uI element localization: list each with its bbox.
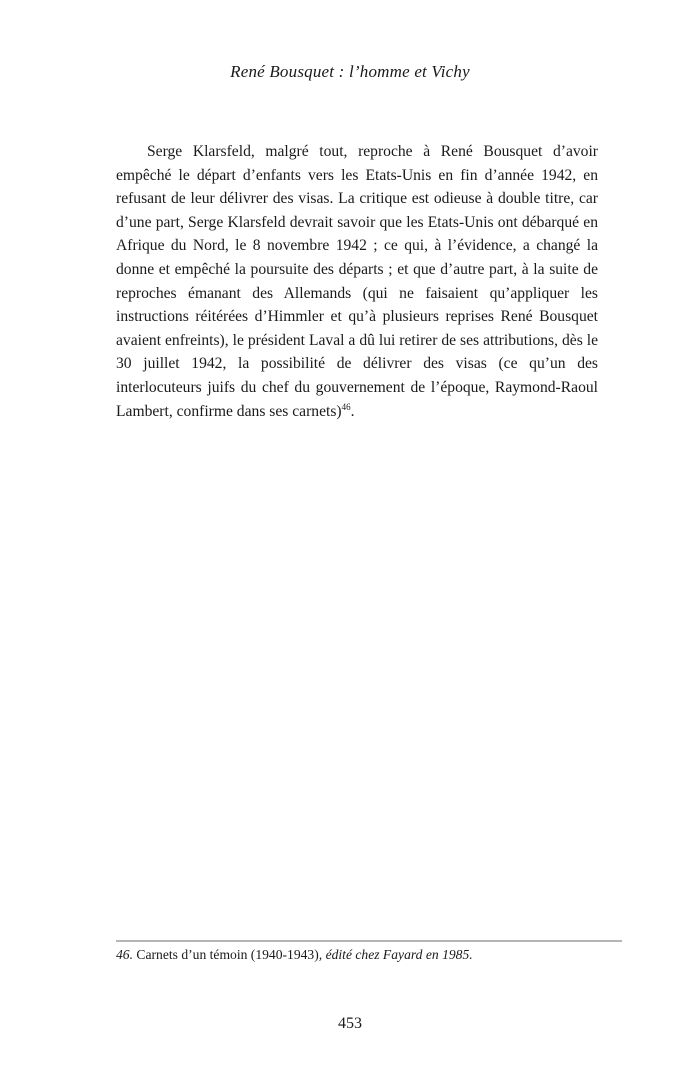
- page-number: 453: [338, 1015, 362, 1032]
- paragraph-end-punctuation: .: [350, 402, 355, 420]
- footnote-number: 46.: [116, 947, 133, 962]
- footnote-title: Carnets d’un témoin (1940-1943): [136, 947, 319, 962]
- footnote-reference: 46: [341, 401, 351, 412]
- footnote-publisher: , édité chez Fayard en 1985.: [318, 947, 473, 962]
- paragraph-text: Serge Klarsfeld, malgré tout, reproche à René Bousquet d’avoir empêché le départ d’enfants vers les Etats-Unis en fin d’année 1942, en refusant de leur délivrer des visas. La critique est odieuse à double titre, car d’une part, Serge Klarsfeld devrait savoir que les Etats-Unis ont débarqué en Afrique du Nord, le 8 novembre 1942 ; ce qui, à l’évidence, a changé la donne et empêché la poursuite des départs ; et que d’autre part, à la suite de reproches émanant des Allemands (qui ne faisaient qu’appliquer les instructions réitérées d’Himmler et qu’à plusieurs reprises René Bousquet avaient enfreints), le président Laval a dû lui retirer de ses attributions, dès le 30 juillet 1942, la possibilité de délivrer des visas (ce qu’un des interlocuteurs juifs du chef du gouvernement de l’époque, Raymond-Raoul Lambert, confirme dans ses carnets): [116, 143, 598, 420]
- body-paragraph: [116, 140, 598, 423]
- footnote-divider: [116, 940, 622, 942]
- footnote: [116, 946, 622, 964]
- running-head: René Bousquet : l’homme et Vichy: [230, 62, 470, 81]
